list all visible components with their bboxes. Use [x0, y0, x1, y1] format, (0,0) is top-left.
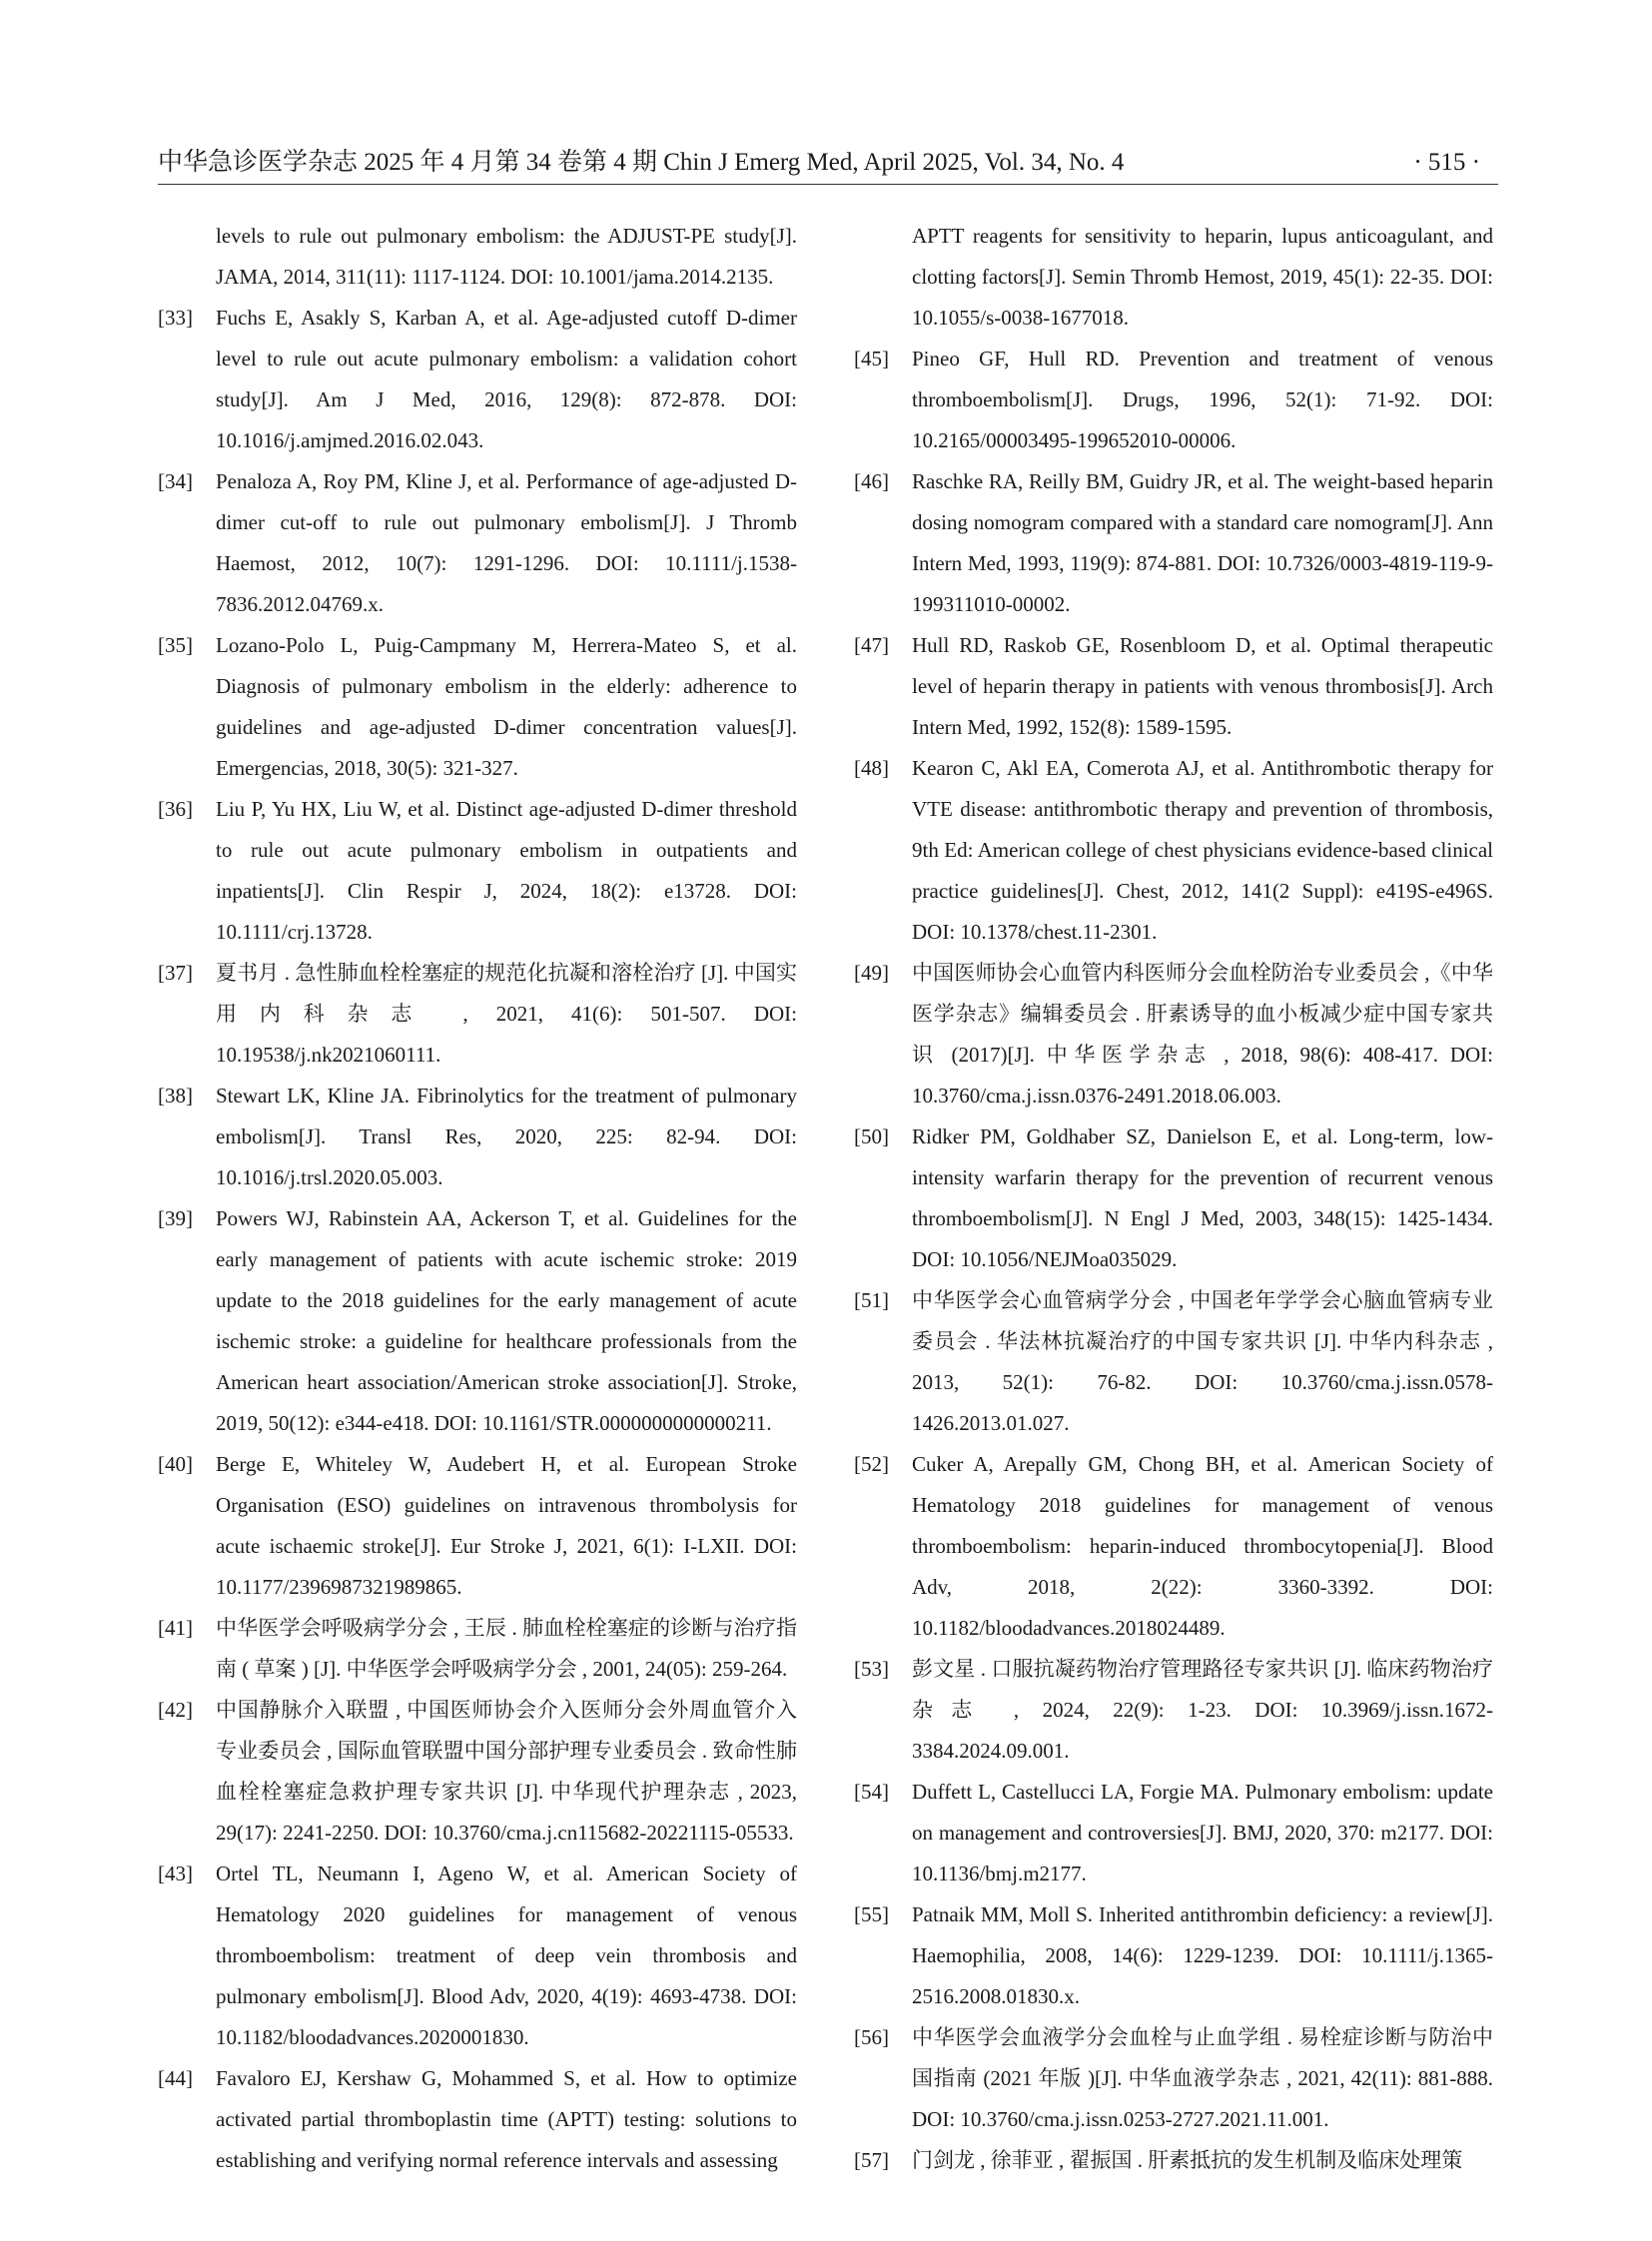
- reference-number: [52]: [854, 1452, 889, 1476]
- reference-entry: [158, 1690, 797, 1854]
- reference-number: [47]: [854, 633, 889, 657]
- reference-number: [34]: [158, 469, 193, 493]
- reference-entry: [854, 1894, 1493, 2017]
- reference-text: Ortel TL, Neumann I, Ageno W, et al. American Society of Hematology 2020 guidelines for management of venous thromboembolism: treatment of deep vein thrombosis and pulmonary embolism[J]. Blood Adv, 2020, 4(19): 4693-4738. DOI: 10.1182/bloodadvances.2020001830.: [216, 1862, 797, 2049]
- reference-number: [51]: [854, 1288, 889, 1312]
- reference-text: 中华医学会心血管病学分会 , 中国老年学学会心脑血管病专业委员会 . 华法林抗凝治疗的中国专家共识 [J]. 中华内科杂志 , 2013, 52(1): 76-82. DOI: 10.3760/cma.j.issn.0578-1426.2013.01.027.: [912, 1288, 1493, 1435]
- reference-text: levels to rule out pulmonary embolism: the ADJUST-PE study[J]. JAMA, 2014, 311(11): 1117-1124. DOI: 10.1001/jama.2014.2135.: [216, 224, 797, 289]
- reference-number: [48]: [854, 756, 889, 780]
- reference-entry: [158, 1198, 797, 1444]
- reference-text: 中华医学会血液学分会血栓与止血学组 . 易栓症诊断与防治中国指南 (2021 年版 )[J]. 中华血液学杂志 , 2021, 42(11): 881-888. DOI: 10.3760/cma.j.issn.0253-2727.2021.11.001.: [912, 2025, 1493, 2131]
- reference-entry: [158, 1444, 797, 1608]
- reference-text: Cuker A, Arepally GM, Chong BH, et al. American Society of Hematology 2018 guidelines for management of venous thromboembolism: heparin-induced thrombocytopenia[J]. Blood Adv, 2018, 2(22): 3360-3392. DOI: 10.1182/bloodadvances.2018024489.: [912, 1452, 1493, 1640]
- reference-number: [50]: [854, 1124, 889, 1148]
- reference-entry: [158, 1854, 797, 2058]
- reference-text: Patnaik MM, Moll S. Inherited antithrombin deficiency: a review[J]. Haemophilia, 2008, 14(6): 1229-1239. DOI: 10.1111/j.1365-2516.2008.01830.x.: [912, 1902, 1493, 2008]
- reference-entry: [158, 789, 797, 953]
- reference-number: [39]: [158, 1206, 193, 1230]
- running-header: [158, 148, 1498, 188]
- reference-entry: [158, 625, 797, 789]
- reference-entry: [854, 2140, 1493, 2181]
- reference-number: [42]: [158, 1698, 193, 1722]
- reference-entry: [158, 1608, 797, 1690]
- reference-entry: [158, 298, 797, 461]
- reference-entry: [158, 2058, 797, 2181]
- page-number: · 515 ·: [1413, 149, 1480, 176]
- reference-number: [33]: [158, 306, 193, 330]
- reference-entry: [854, 1649, 1493, 1772]
- reference-number: [41]: [158, 1616, 193, 1640]
- reference-entry: [854, 339, 1493, 461]
- reference-entry: [854, 1117, 1493, 1280]
- reference-number: [44]: [158, 2066, 193, 2090]
- reference-entry: [854, 1444, 1493, 1649]
- reference-entry: [158, 216, 797, 298]
- reference-number: [40]: [158, 1452, 193, 1476]
- reference-entry: [158, 1076, 797, 1198]
- reference-entry: [854, 625, 1493, 748]
- reference-entry: [854, 748, 1493, 953]
- reference-entry: [854, 1772, 1493, 1894]
- reference-number: [57]: [854, 2148, 889, 2172]
- reference-number: [49]: [854, 961, 889, 985]
- reference-text: Ridker PM, Goldhaber SZ, Danielson E, et al. Long-term, low-intensity warfarin therapy for the prevention of recurrent venous thromboembolism[J]. N Engl J Med, 2003, 348(15): 1425-1434. DOI: 10.1056/NEJMoa035029.: [912, 1124, 1493, 1271]
- reference-number: [54]: [854, 1780, 889, 1804]
- left-column: [158, 216, 797, 2181]
- reference-text: Fuchs E, Asakly S, Karban A, et al. Age-adjusted cutoff D-dimer level to rule out acute pulmonary embolism: a validation cohort study[J]. Am J Med, 2016, 129(8): 872-878. DOI: 10.1016/j.amjmed.2016.02.043.: [216, 306, 797, 452]
- reference-number: [46]: [854, 469, 889, 493]
- reference-text: Penaloza A, Roy PM, Kline J, et al. Performance of age-adjusted D-dimer cut-off to rule out pulmonary embolism[J]. J Thromb Haemost, 2012, 10(7): 1291-1296. DOI: 10.1111/j.1538-7836.2012.04769.x.: [216, 469, 797, 616]
- reference-text: Duffett L, Castellucci LA, Forgie MA. Pulmonary embolism: update on management and controversies[J]. BMJ, 2020, 370: m2177. DOI: 10.1136/bmj.m2177.: [912, 1780, 1493, 1885]
- reference-number: [38]: [158, 1084, 193, 1108]
- reference-text: Lozano-Polo L, Puig-Campmany M, Herrera-Mateo S, et al. Diagnosis of pulmonary embolism in the elderly: adherence to guidelines and age-adjusted D-dimer concentration values[J]. Emergencias, 2018, 30(5): 321-327.: [216, 633, 797, 780]
- reference-text: 彭文星 . 口服抗凝药物治疗管理路径专家共识 [J]. 临床药物治疗杂志 , 2024, 22(9): 1-23. DOI: 10.3969/j.issn.1672-3384.2024.09.001.: [912, 1657, 1493, 1763]
- reference-entry: [854, 1280, 1493, 1444]
- reference-entry: [854, 461, 1493, 625]
- reference-entry: [158, 953, 797, 1076]
- reference-text: Raschke RA, Reilly BM, Guidry JR, et al. The weight-based heparin dosing nomogram compared with a standard care nomogram[J]. Ann Intern Med, 1993, 119(9): 874-881. DOI: 10.7326/0003-4819-119-9-199311010-00002.: [912, 469, 1493, 616]
- reference-text: Stewart LK, Kline JA. Fibrinolytics for the treatment of pulmonary embolism[J]. Transl Res, 2020, 225: 82-94. DOI: 10.1016/j.trsl.2020.05.003.: [216, 1084, 797, 1189]
- right-column: [854, 216, 1493, 2181]
- reference-text: Favaloro EJ, Kershaw G, Mohammed S, et al. How to optimize activated partial thromboplastin time (APTT) testing: solutions to establishing and verifying normal reference intervals and assessing: [216, 2066, 797, 2172]
- reference-text: 中国医师协会心血管内科医师分会血栓防治专业委员会 ,《中华医学杂志》编辑委员会 . 肝素诱导的血小板减少症中国专家共识 (2017)[J]. 中华医学杂志 , 2018, 98(6): 408-417. DOI: 10.3760/cma.j.issn.0376-2491.2018.06.003.: [912, 961, 1493, 1108]
- reference-text: APTT reagents for sensitivity to heparin, lupus anticoagulant, and clotting factors[J]. Semin Thromb Hemost, 2019, 45(1): 22-35. DOI: 10.1055/s-0038-1677018.: [912, 224, 1493, 330]
- reference-text: Berge E, Whiteley W, Audebert H, et al. European Stroke Organisation (ESO) guidelines on intravenous thrombolysis for acute ischaemic stroke[J]. Eur Stroke J, 2021, 6(1): I-LXII. DOI: 10.1177/2396987321989865.: [216, 1452, 797, 1599]
- reference-text: 夏书月 . 急性肺血栓栓塞症的规范化抗凝和溶栓治疗 [J]. 中国实用内科杂志 , 2021, 41(6): 501-507. DOI: 10.19538/j.nk2021060111.: [216, 961, 797, 1067]
- reference-number: [35]: [158, 633, 193, 657]
- reference-number: [55]: [854, 1902, 889, 1926]
- reference-number: [53]: [854, 1657, 889, 1681]
- journal-citation: 中华急诊医学杂志 2025 年 4 月第 34 卷第 4 期 Chin J Emerg Med, April 2025, Vol. 34, No. 4: [158, 149, 1125, 176]
- reference-entry: [158, 461, 797, 625]
- reference-text: Pineo GF, Hull RD. Prevention and treatment of venous thromboembolism[J]. Drugs, 1996, 52(1): 71-92. DOI: 10.2165/00003495-199652010-00006.: [912, 347, 1493, 452]
- reference-entry: [854, 953, 1493, 1117]
- reference-entry: [854, 2017, 1493, 2140]
- reference-text: Kearon C, Akl EA, Comerota AJ, et al. Antithrombotic therapy for VTE disease: antithrombotic therapy and prevention of thrombosis, 9th Ed: American college of chest physicians evidence-based clinical practice guidelines[J]. Chest, 2012, 141(2 Suppl): e419S-e496S. DOI: 10.1378/chest.11-2301.: [912, 756, 1493, 944]
- reference-entry: [854, 216, 1493, 339]
- reference-text: 中国静脉介入联盟 , 中国医师协会介入医师分会外周血管介入专业委员会 , 国际血管联盟中国分部护理专业委员会 . 致命性肺血栓栓塞症急救护理专家共识 [J]. 中华现代护理杂志 , 2023, 29(17): 2241-2250. DOI: 10.3760/cma.j.cn115682-20221115-05533.: [216, 1698, 797, 1845]
- reference-text: 门剑龙 , 徐菲亚 , 翟振国 . 肝素抵抗的发生机制及临床处理策: [912, 2148, 1463, 2172]
- header-rule: [158, 184, 1498, 185]
- reference-number: [37]: [158, 961, 193, 985]
- reference-text: Powers WJ, Rabinstein AA, Ackerson T, et al. Guidelines for the early management of patients with acute ischemic stroke: 2019 update to the 2018 guidelines for the early management of acute ischemic stroke: a guideline for healthcare professionals from the American heart association/American stroke association[J]. Stroke, 2019, 50(12): e344-e418. DOI: 10.1161/STR.0000000000000211.: [216, 1206, 797, 1435]
- reference-number: [45]: [854, 347, 889, 371]
- reference-text: 中华医学会呼吸病学分会 , 王辰 . 肺血栓栓塞症的诊断与治疗指南 ( 草案 ) [J]. 中华医学会呼吸病学分会 , 2001, 24(05): 259-264.: [216, 1616, 797, 1681]
- reference-number: [36]: [158, 797, 193, 821]
- reference-number: [43]: [158, 1862, 193, 1885]
- reference-number: [56]: [854, 2025, 889, 2049]
- reference-text: Hull RD, Raskob GE, Rosenbloom D, et al. Optimal therapeutic level of heparin therapy in patients with venous thrombosis[J]. Arch Intern Med, 1992, 152(8): 1589-1595.: [912, 633, 1493, 739]
- reference-text: Liu P, Yu HX, Liu W, et al. Distinct age-adjusted D-dimer threshold to rule out acute pulmonary embolism in outpatients and inpatients[J]. Clin Respir J, 2024, 18(2): e13728. DOI: 10.1111/crj.13728.: [216, 797, 797, 944]
